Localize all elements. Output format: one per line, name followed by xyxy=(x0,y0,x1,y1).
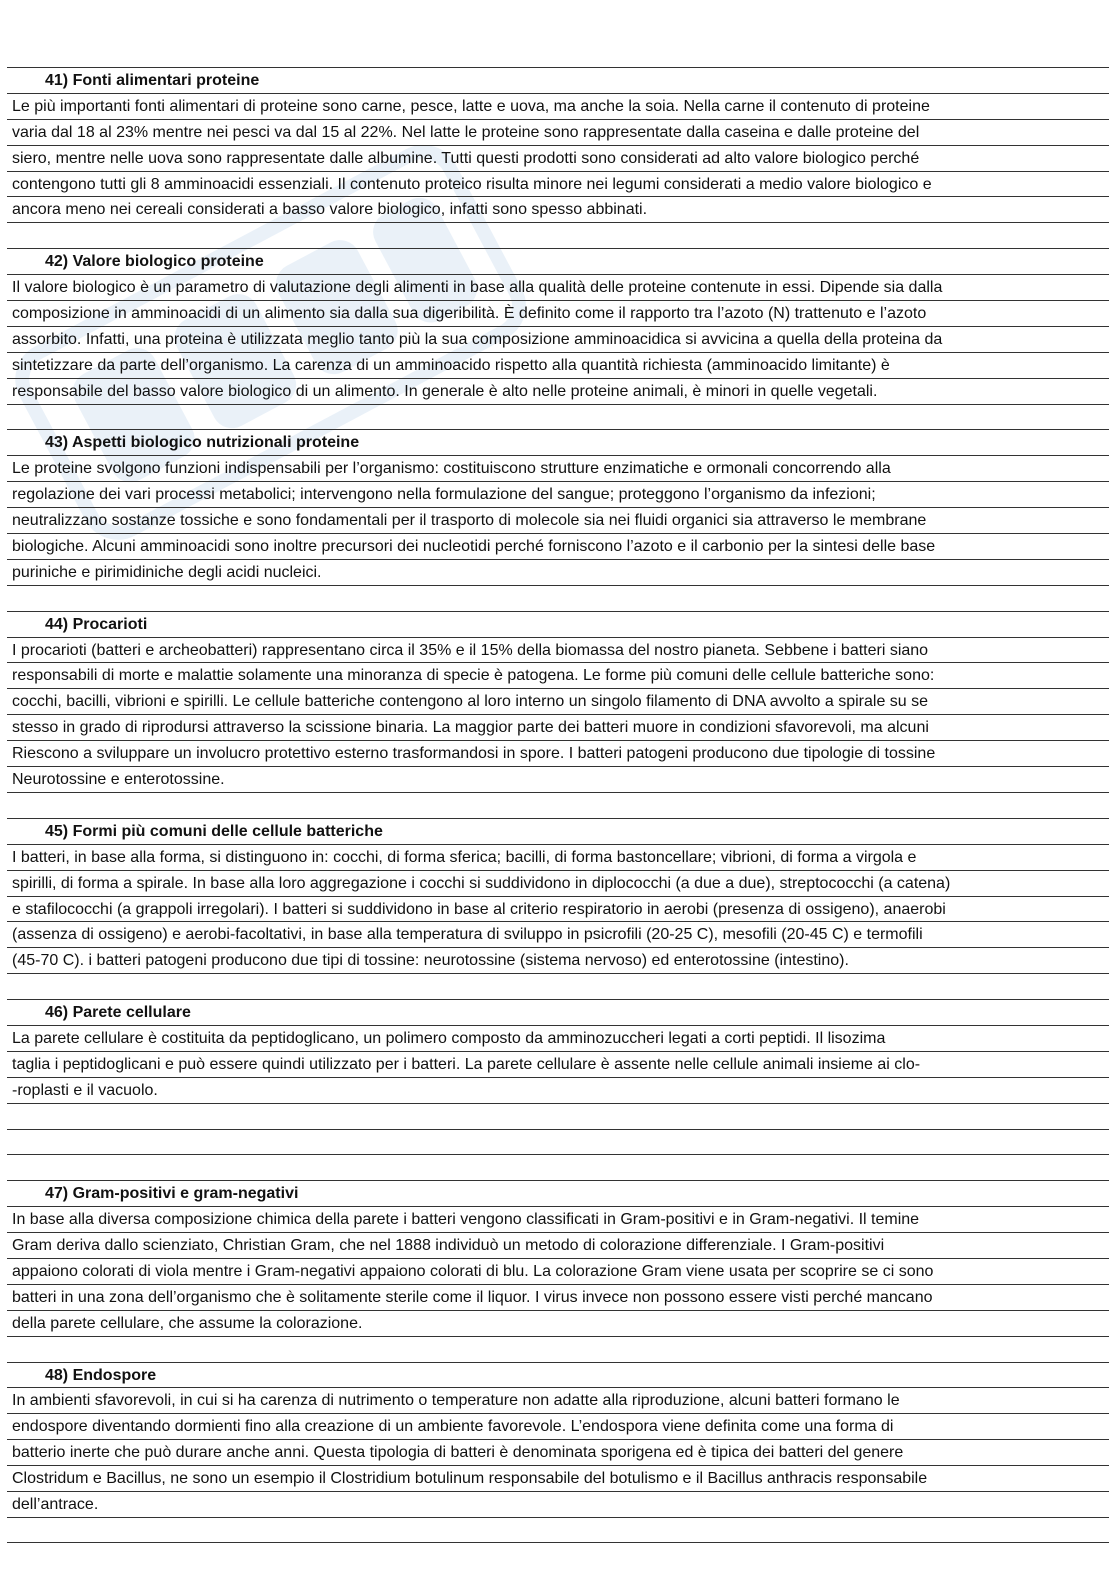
blank-line xyxy=(7,404,1109,430)
text-line: varia dal 18 al 23% mentre nei pesci va dal 15 al 22%. Nel latte le proteine sono rappresentate dalla caseina e dalle proteine del xyxy=(7,119,1109,145)
text-line: dell’antrace. xyxy=(7,1491,1109,1517)
section-heading: 41) Fonti alimentari proteine xyxy=(7,67,1109,93)
section-heading: 48) Endospore xyxy=(7,1362,1109,1388)
blank-line xyxy=(7,1154,1109,1180)
text-line: La parete cellulare è costituita da peptidoglicano, un polimero composto da amminozuccheri legati a corti peptidi. Il lisozima xyxy=(7,1025,1109,1051)
blank-line xyxy=(7,585,1109,611)
section-heading: 43) Aspetti biologico nutrizionali proteine xyxy=(7,429,1109,455)
text-line: Clostridum e Bacillus, ne sono un esempio il Clostridium botulinum responsabile del botulismo e il Bacillus anthracis responsabile xyxy=(7,1465,1109,1491)
blank-line xyxy=(7,1129,1109,1155)
text-line: appaiono colorati di viola mentre i Gram-negativi appaiono colorati di blu. La colorazione Gram viene usata per scoprire se ci sono xyxy=(7,1258,1109,1284)
text-line: Gram deriva dallo scienziato, Christian Gram, che nel 1888 individuò un metodo di colorazione differenziale. I Gram-positivi xyxy=(7,1232,1109,1258)
text-line: -roplasti e il vacuolo. xyxy=(7,1077,1109,1103)
section-heading: 46) Parete cellulare xyxy=(7,999,1109,1025)
section-heading: 42) Valore biologico proteine xyxy=(7,248,1109,274)
text-line: puriniche e pirimidiniche degli acidi nucleici. xyxy=(7,559,1109,585)
blank-line xyxy=(7,1517,1109,1543)
section-heading: 45) Formi più comuni delle cellule batteriche xyxy=(7,818,1109,844)
text-line: cocchi, bacilli, vibrioni e spirilli. Le cellule batteriche contengono al loro interno un singolo filamento di DNA avvolto a spirale su se xyxy=(7,688,1109,714)
text-line: siero, mentre nelle uova sono rappresentate dalle albumine. Tutti questi prodotti sono considerati ad alto valore biologico perché xyxy=(7,145,1109,171)
text-line: della parete cellulare, che assume la colorazione. xyxy=(7,1310,1109,1336)
text-line: neutralizzano sostanze tossiche e sono fondamentali per il trasporto di molecole sia nei fluidi organici sia attraverso le membrane xyxy=(7,507,1109,533)
text-line: assorbito. Infatti, una proteina è utilizzata meglio tanto più la sua composizione amminoacidica si avvicina a quella della proteina da xyxy=(7,326,1109,352)
text-line: responsabile del basso valore biologico di un alimento. In generale è alto nelle proteine animali, è minori in quelle vegetali. xyxy=(7,378,1109,404)
text-line: batterio inerte che può durare anche anni. Questa tipologia di batteri è denominata sporigena ed è tipica dei batteri del genere xyxy=(7,1439,1109,1465)
text-line: taglia i peptidoglicani e può essere quindi utilizzato per i batteri. La parete cellulare è assente nelle cellule animali insieme ai clo- xyxy=(7,1051,1109,1077)
text-line: contengono tutti gli 8 amminoacidi essenziali. Il contenuto proteico risulta minore nei legumi considerati a medio valore biologico e xyxy=(7,171,1109,197)
text-line: Neurotossine e enterotossine. xyxy=(7,766,1109,792)
section-heading: 47) Gram-positivi e gram-negativi xyxy=(7,1180,1109,1206)
text-line: (45-70 C). i batteri patogeni producono due tipi di tossine: neurotossine (sistema nervoso) ed enterotossine (intestino). xyxy=(7,947,1109,973)
text-line: (assenza di ossigeno) e aerobi-facoltativi, in base alla temperatura di sviluppo in psicrofili (20-25 C), mesofili (20-45 C) e termofili xyxy=(7,921,1109,947)
text-line: sintetizzare da parte dell’organismo. La carenza di un amminoacido rispetto alla quantità richiesta (amminoacido limitante) è xyxy=(7,352,1109,378)
section-heading: 44) Procarioti xyxy=(7,611,1109,637)
blank-line xyxy=(7,222,1109,248)
text-line: e stafilococchi (a grappoli irregolari). I batteri si suddividono in base al criterio respiratorio in aerobi (presenza di ossigeno), anaerobi xyxy=(7,896,1109,922)
text-line: I procarioti (batteri e archeobatteri) rappresentano circa il 35% e il 15% della biomassa del nostro pianeta. Sebbene i batteri siano xyxy=(7,637,1109,663)
blank-line xyxy=(7,1103,1109,1129)
text-line: ancora meno nei cereali considerati a basso valore biologico, infatti sono spesso abbinati. xyxy=(7,196,1109,222)
text-line: Le più importanti fonti alimentari di proteine sono carne, pesce, latte e uova, ma anche la soia. Nella carne il contenuto di proteine xyxy=(7,93,1109,119)
text-line: Riescono a sviluppare un involucro protettivo esterno trasformandosi in spore. I batteri patogeni producono due tipologie di tossine xyxy=(7,740,1109,766)
blank-line xyxy=(7,792,1109,818)
blank-line xyxy=(7,1336,1109,1362)
text-line: Il valore biologico è un parametro di valutazione degli alimenti in base alla qualità delle proteine contenute in essi. Dipende sia dalla xyxy=(7,274,1109,300)
text-line: responsabili di morte e malattie solamente una minoranza di specie è patogena. Le forme più comuni delle cellule batteriche sono: xyxy=(7,662,1109,688)
blank-line xyxy=(7,973,1109,999)
text-line: batteri in una zona dell’organismo che è solitamente sterile come il liquor. I virus invece non possono essere visti perché mancano xyxy=(7,1284,1109,1310)
text-line: regolazione dei vari processi metabolici; intervengono nella formulazione del sangue; proteggono l’organismo da infezioni; xyxy=(7,481,1109,507)
text-line: biologiche. Alcuni amminoacidi sono inoltre precursori dei nucleotidi perché forniscono l’azoto e il carbonio per la sintesi delle base xyxy=(7,533,1109,559)
text-line: endospore diventando dormienti fino alla creazione di un ambiente favorevole. L’endospora viene definita come una forma di xyxy=(7,1413,1109,1439)
notes-sheet xyxy=(7,67,1109,1543)
text-line: I batteri, in base alla forma, si distinguono in: cocchi, di forma sferica; bacilli, di forma bastoncellare; vibrioni, di forma a virgola e xyxy=(7,844,1109,870)
text-line: spirilli, di forma a spirale. In base alla loro aggregazione i cocchi si suddividono in diplococchi (a due a due), streptococchi (a catena) xyxy=(7,870,1109,896)
text-line: Le proteine svolgono funzioni indispensabili per l’organismo: costituiscono strutture enzimatiche e ormonali concorrendo alla xyxy=(7,455,1109,481)
text-line: In base alla diversa composizione chimica della parete i batteri vengono classificati in Gram-positivi e in Gram-negativi. Il temine xyxy=(7,1206,1109,1232)
text-line: stesso in grado di riprodursi attraverso la scissione binaria. La maggior parte dei batteri muore in condizioni sfavorevoli, ma alcuni xyxy=(7,714,1109,740)
text-line: composizione in amminoacidi di un alimento sia dalla sua digeribilità. È definito come il rapporto tra l’azoto (N) trattenuto e l’azoto xyxy=(7,300,1109,326)
text-line: In ambienti sfavorevoli, in cui si ha carenza di nutrimento o temperature non adatte alla riproduzione, alcuni batteri formano le xyxy=(7,1387,1109,1413)
